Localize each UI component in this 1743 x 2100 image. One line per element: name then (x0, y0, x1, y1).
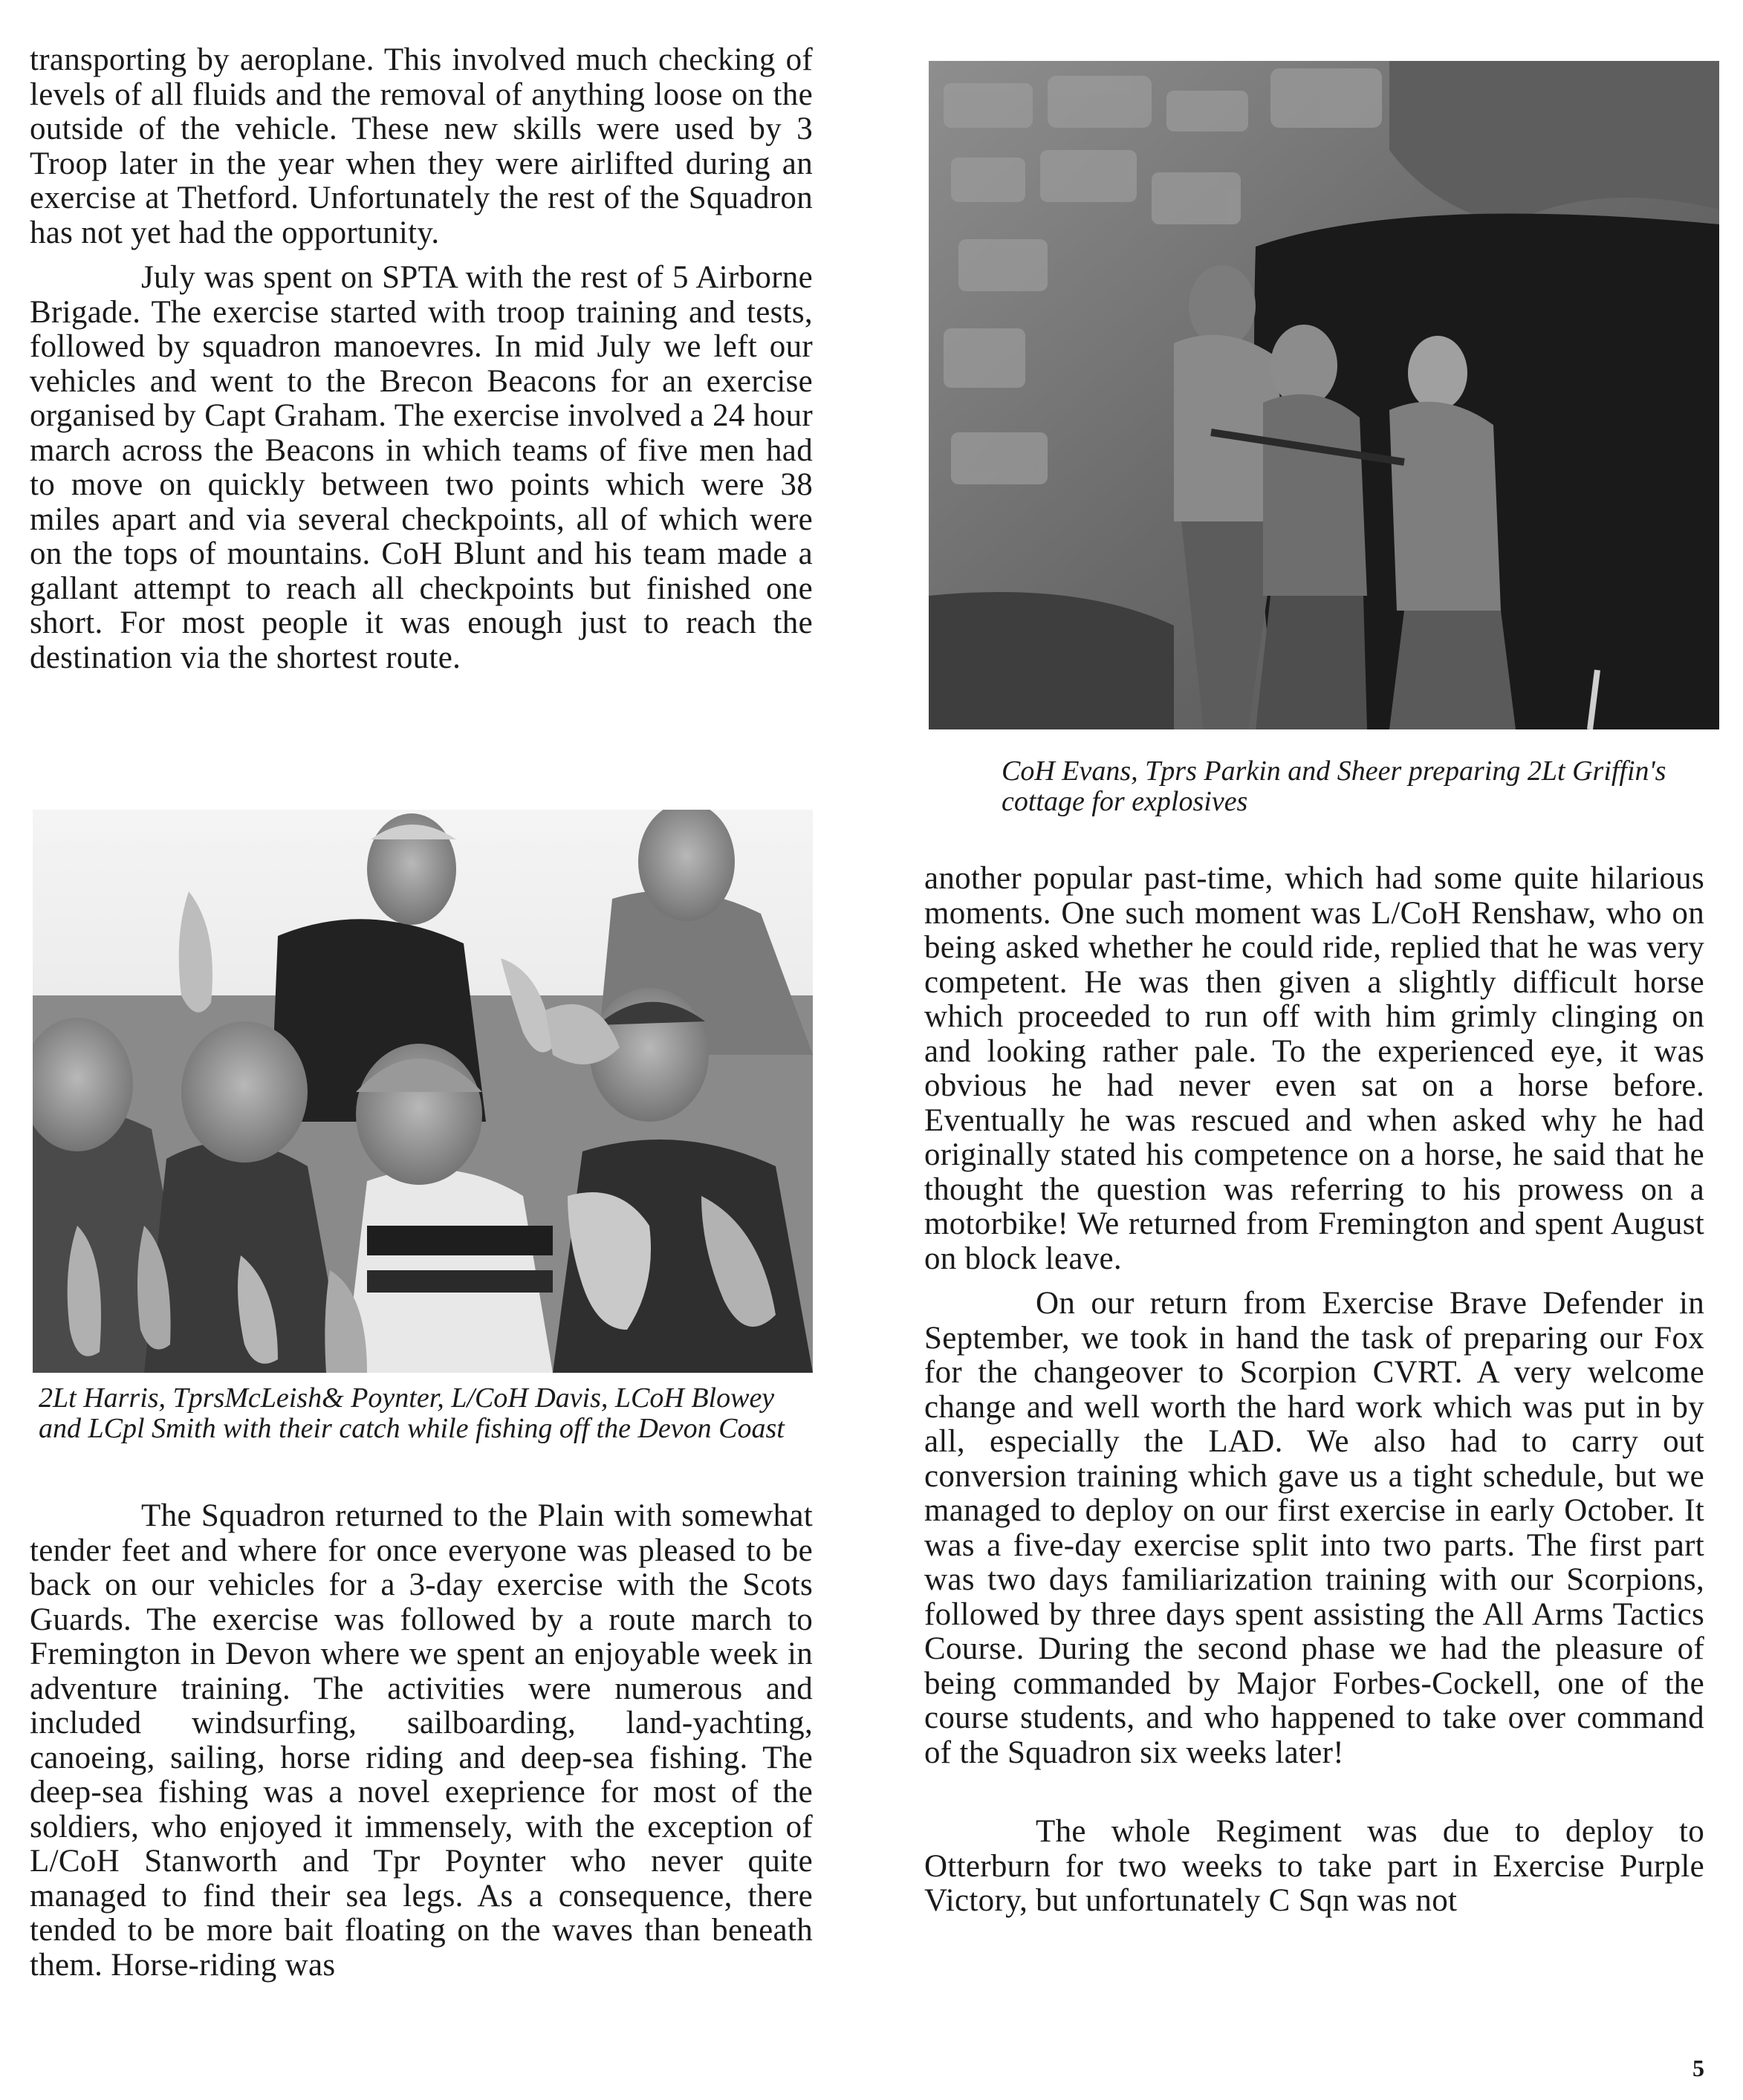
left-para-3: The Squadron returned to the Plain with somewhat tender feet and where for once everyone was pleased to be back on our vehicles for a 3-day exercise with the Scots Guards. The exercise was followed by a route march to Fremington in Devon where we spent an enjoyable week in adventure training. The activities were numerous and included windsurfing, sailboarding, land-yachting, canoeing, sailing, horse riding and deep-sea fishing. The deep-sea fishing was a novel exeprience for most of the soldiers, who enjoyed it immensely, with the exception of L/CoH Stanworth and Tpr Poynter who never quite managed to find their sea legs. As a consequence, there tended to be more bait floating on the waves than beneath them. Horse-riding was (30, 1498, 813, 1983)
left-para-1: transporting by aeroplane. This involved much checking of levels of all fluids and the removal of anything loose on the outside of the vehicle. These new skills were used by 3 Troop later in the year when they were airlifted during an exercise at Thetford. Unfortunately the rest of the Squadron has not yet had the opportunity. (30, 42, 813, 250)
left-column-top (30, 43, 813, 675)
fishing-photo-illustration (33, 810, 813, 1373)
right-para-1: another popular past-time, which had some quite hilarious moments. One such moment was L/CoH Renshaw, who on being asked whether he could ride, replied that he was very competent. He was then given a slightly difficult horse which proceeded to run off with him grimly clinging on and looking rather pale. To the experienced eye, it was obvious he had never even sat on a horse before. Eventually he was rescued and when asked why he had originally stated his competence on a horse, he said that he thought the question was referring to his prowess on a motorbike! We returned from Fremington and spent August on block leave. (924, 861, 1704, 1276)
left-caption-block (39, 1383, 804, 1444)
right-para-3: The whole Regiment was due to deploy to Otterburn for two weeks to take part in Exercise Purple Victory, but unfortunately C Sqn was not (924, 1814, 1704, 1918)
page-number: 5 (1692, 2055, 1704, 2081)
cottage-photo-caption: CoH Evans, Tprs Parkin and Sheer preparing 2Lt Griffin's cottage for explosives (1002, 755, 1666, 817)
fishing-photo-caption: 2Lt Harris, TprsMcLeish& Poynter, L/CoH Davis, LCoH Blowey and LCpl Smith with their catch while fishing off the Devon Coast (39, 1382, 785, 1444)
right-para-2: On our return from Exercise Brave Defender in September, we took in hand the task of preparing our Fox for the changeover to Scorpion CVRT. A very welcome change and well worth the hard work which was put in by all, especially the LAD. We also had to carry out conversion training which gave us a tight schedule, but we managed to deploy on our first exercise in early October. It was a five-day exercise split into two parts. The first part was two days familiarization training with our Scorpions, followed by three days spent assisting the All Arms Tactics Course. During the second phase we had the pleasure of being commanded by Major Forbes-Cockell, one of the course students, and who happened to take over command of the Squadron six weeks later! (924, 1286, 1704, 1770)
left-para-2: July was spent on SPTA with the rest of 5 Airborne Brigade. The exercise started with troop training and tests, followed by squadron manoevres. In mid July we left our vehicles and went to the Brecon Beacons for an exercise organised by Capt Graham. The exercise involved a 24 hour march across the Beacons in which teams of five men had to move on quickly between two points which were 38 miles apart and via several checkpoints, all of which were on the tops of mountains. CoH Blunt and his team made a gallant attempt to reach all checkpoints but finished one short. For most people it was enough just to reach the destination via the shortest route. (30, 260, 813, 675)
right-caption-block (1002, 756, 1715, 817)
left-column-bottom (30, 1499, 813, 1983)
cottage-photo-illustration (929, 61, 1719, 729)
cottage-explosives-photo (929, 61, 1719, 729)
fishing-group-photo (33, 810, 813, 1373)
right-column-text (924, 862, 1704, 1919)
